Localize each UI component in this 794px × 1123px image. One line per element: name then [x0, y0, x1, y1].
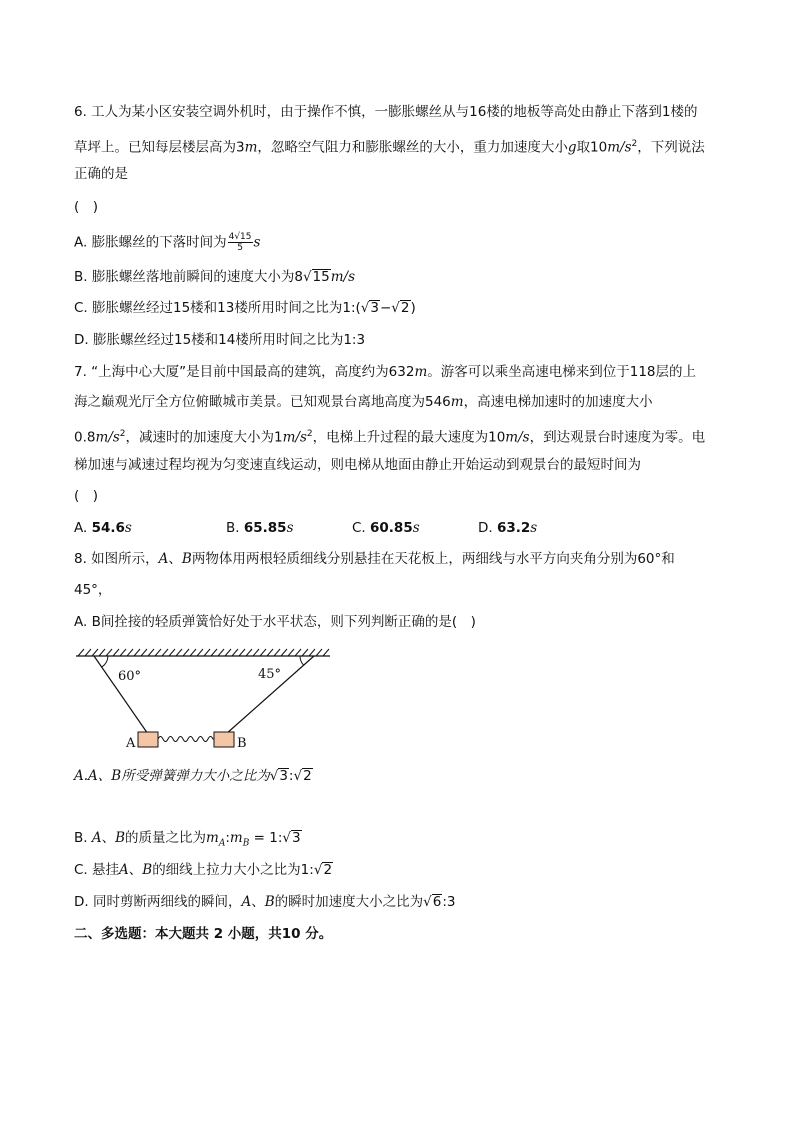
q7-option-d-unit: s: [530, 520, 538, 536]
q7-line-2: [74, 392, 653, 412]
q8-sep: 、: [168, 551, 182, 567]
q8-option-a-sqrt-sign-1: √: [269, 768, 279, 784]
q7-text-3d: ，到达观景台时速度为零。电: [529, 429, 706, 446]
q6-option-c-radicand-2: 2: [400, 300, 410, 316]
q8-option-b-radicand: 3: [292, 830, 301, 846]
q8-option-b: [74, 828, 302, 854]
q8-option-d-radicand: 6: [432, 894, 442, 910]
q7-option-b-letter: B.: [226, 520, 244, 536]
q7-text-3c: ，电梯上升过程的最大速度为10: [312, 429, 506, 446]
q6-text-2d: ，下列说法: [637, 139, 705, 156]
q8-option-b-sub-a: A: [218, 838, 226, 849]
q8-option-b-ma: m: [206, 830, 219, 846]
q6-option-a: [74, 232, 260, 253]
q6-text-2c: 取10: [576, 139, 608, 156]
q8-option-b-sep: 、: [101, 830, 116, 846]
angle-arc-60: [102, 656, 108, 667]
q8-text-1b: 两物体用两根轻质细线分别悬挂在天花板上，两细线与水平方向夹角分别为60°和: [191, 551, 675, 567]
label-a: A: [126, 736, 136, 751]
q8-option-c-text-2: 的细线上拉力大小之比为1:: [152, 862, 314, 878]
q6-option-d: [74, 330, 365, 350]
q7-unit-ms-3: m/s: [505, 429, 530, 446]
q8-option-c-radicand: 2: [323, 862, 333, 878]
spring: [158, 737, 214, 742]
q6-option-c-sqrt-sign-2: √: [391, 300, 400, 316]
q6-option-b-unit: m/s: [330, 269, 356, 285]
q7-option-b-unit: s: [286, 520, 294, 536]
q6-option-b-radicand: 15: [312, 269, 330, 285]
q6-sup-2: 2: [631, 139, 638, 149]
q8-option-d-sep: 、: [251, 894, 265, 910]
q6-text-2b: ，忽略空气阻力和膨胀螺丝的大小，重力加速度大小: [257, 139, 568, 156]
q7-line-4: [74, 455, 641, 475]
q6-option-b: [74, 267, 355, 287]
q6-text-2a: 草坪上。已知每层楼层高为3: [74, 139, 245, 156]
q7-unit-m-2: m: [450, 394, 464, 410]
q8-option-c-sqrt-sign: √: [313, 862, 323, 878]
q7-option-c-value: 60.85: [370, 520, 413, 536]
q7-text-3b: ，减速时的加速度大小为1: [125, 429, 283, 446]
q6-unit-m: m: [244, 139, 258, 156]
q7-option-a: [74, 518, 132, 538]
q6-option-c-radicand-1: 3: [370, 300, 379, 316]
q6-option-a-text: A. 膨胀螺丝的下落时间为: [74, 234, 227, 251]
q7-option-d-letter: D.: [478, 520, 497, 536]
q6-option-c-sqrt-sign-1: √: [360, 300, 370, 316]
angle-arc-45: [300, 656, 304, 665]
q8-option-a-colon: :: [288, 768, 294, 784]
q7-option-a-unit: s: [124, 520, 132, 536]
q7-option-a-letter: A.: [74, 520, 92, 536]
q7-sup-2: 2: [306, 429, 313, 439]
q7-line-1: [74, 362, 696, 382]
q8-option-b-letter: B.: [74, 830, 92, 846]
q6-option-a-fraction: [228, 232, 253, 253]
q7-unit-ms-2: m/s: [282, 429, 307, 446]
q8-option-b-sub-b: B: [242, 838, 250, 849]
q8-option-b-symbol-b: B: [115, 830, 126, 846]
string-a: [94, 656, 148, 734]
q6-option-a-unit: s: [253, 234, 261, 251]
q6-text-3: 正确的是: [74, 166, 128, 182]
q7-text-4: 梯加速与减速过程均视为匀变速直线运动，则电梯从地面由静止开始运动到观景台的最短时间为: [74, 457, 641, 473]
q6-line-1: [74, 102, 697, 122]
q8-option-a-radicand-2: 2: [303, 768, 312, 784]
q6-option-c-minus: −: [379, 300, 392, 316]
q8-line-2: [74, 580, 111, 600]
q7-text-2b: ，高速电梯加速时的加速度大小: [463, 394, 653, 410]
q8-option-d-text-2: 的瞬时加速度大小之比为: [274, 894, 424, 910]
angle-label-45: 45°: [258, 667, 282, 682]
q8-text-2: 45°，: [74, 582, 112, 598]
q8-text-3: A. B间拴接的轻质弹簧恰好处于水平状态，则下列判断正确的是( ): [74, 614, 476, 630]
q6-line-2: [74, 134, 705, 158]
q8-option-d-text: D. 同时剪断两细线的瞬间，: [74, 894, 242, 910]
section-2-title: 二、多选题：本大题共 2 小题，共10 分。: [74, 926, 333, 942]
q7-answer-paren: ( ): [74, 488, 99, 504]
q8-option-b-symbol-a: A: [91, 830, 102, 846]
q8-figure: [74, 648, 336, 752]
block-a: [138, 732, 158, 747]
q8-text-1a: 8. 如图所示，: [74, 551, 159, 567]
q6-paren: [74, 197, 98, 217]
q7-text-2a: 海之巅观光厅全方位俯瞰城市美景。已知观景台离地高度为546: [74, 394, 451, 410]
q8-option-a: [74, 766, 313, 786]
q7-option-d-value: 63.2: [496, 520, 531, 536]
q8-option-a-radicand-1: 3: [279, 768, 288, 784]
q7-line-3: [74, 424, 705, 448]
q8-symbol-b: B: [181, 551, 192, 567]
q8-option-d: [74, 892, 456, 912]
q8-option-a-sqrt-sign-2: √: [293, 768, 303, 784]
q8-option-b-sqrt-sign: √: [282, 830, 291, 846]
q8-option-b-colon: :: [225, 830, 230, 846]
section-2-heading: [74, 924, 332, 944]
q8-option-c-symbol-b: B: [142, 862, 153, 878]
q7-paren: [74, 486, 98, 506]
q6-option-d-text: D. 膨胀螺丝经过15楼和14楼所用时间之比为1:3: [74, 332, 366, 348]
q8-line-3: [74, 612, 476, 632]
q7-unit-m-1: m: [414, 364, 428, 380]
q7-option-c: [352, 518, 420, 538]
q8-option-c-symbol-a: A: [119, 862, 129, 878]
q6-answer-paren: ( ): [74, 199, 99, 215]
q7-sup-1: 2: [119, 429, 126, 439]
block-b: [214, 732, 234, 747]
q6-option-b-sqrt-sign: √: [302, 269, 312, 285]
q8-symbol-a: A: [158, 551, 169, 567]
q7-text-1b: 。游客可以乘坐高速电梯来到位于118层的上: [427, 364, 697, 380]
q8-option-b-text: 的质量之比为: [125, 830, 207, 846]
q8-option-b-eq: = 1:: [249, 830, 283, 846]
q6-option-b-text: B. 膨胀螺丝落地前瞬间的速度大小为8: [74, 269, 303, 285]
q6-text-1: 6. 工人为某小区安装空调外机时，由于操作不慎，一膨胀螺丝从与16楼的地板等高处由静止下落到1楼的: [74, 104, 698, 120]
q6-option-c: [74, 298, 416, 318]
q8-option-d-sqrt-sign: √: [423, 894, 432, 910]
q7-option-c-unit: s: [412, 520, 420, 536]
q7-option-c-letter: C.: [352, 520, 371, 536]
q7-text-3a: 0.8: [74, 429, 96, 446]
q6-option-a-numerator: 4√15: [228, 232, 252, 242]
q8-line-1: [74, 549, 675, 569]
q8-option-d-end: :3: [442, 894, 456, 910]
q8-option-d-symbol-b: B: [264, 894, 275, 910]
q7-unit-ms-1: m/s: [95, 429, 120, 446]
q6-option-c-close: ): [410, 300, 416, 316]
q8-option-c-sep: 、: [128, 862, 143, 878]
q7-option-b: [226, 518, 294, 538]
q8-option-b-mb: m: [229, 830, 243, 846]
q7-option-d: [478, 518, 537, 538]
q6-option-c-text: C. 膨胀螺丝经过15楼和13楼所用时间之比为1:(: [74, 300, 361, 316]
q7-text-1a: 7. “上海中心大厦”是目前中国最高的建筑，高度约为632: [74, 364, 415, 380]
angle-label-60: 60°: [118, 669, 142, 684]
q8-option-c: [74, 860, 333, 880]
q6-option-a-denominator: 5: [237, 243, 243, 253]
q8-option-d-symbol-a: A: [241, 894, 252, 910]
q8-option-c-text: C. 悬挂: [74, 862, 120, 878]
q7-option-b-value: 65.85: [243, 520, 287, 536]
q6-unit-ms: m/s: [607, 139, 632, 156]
q6-g-symbol: g: [567, 139, 577, 156]
label-b: B: [237, 736, 247, 751]
q8-option-a-text: A.A、B所受弹簧弹力大小之比为: [74, 768, 270, 784]
ceiling-hatching: [78, 649, 329, 656]
q7-option-a-value: 54.6: [91, 520, 125, 536]
q6-line-3: [74, 164, 128, 184]
